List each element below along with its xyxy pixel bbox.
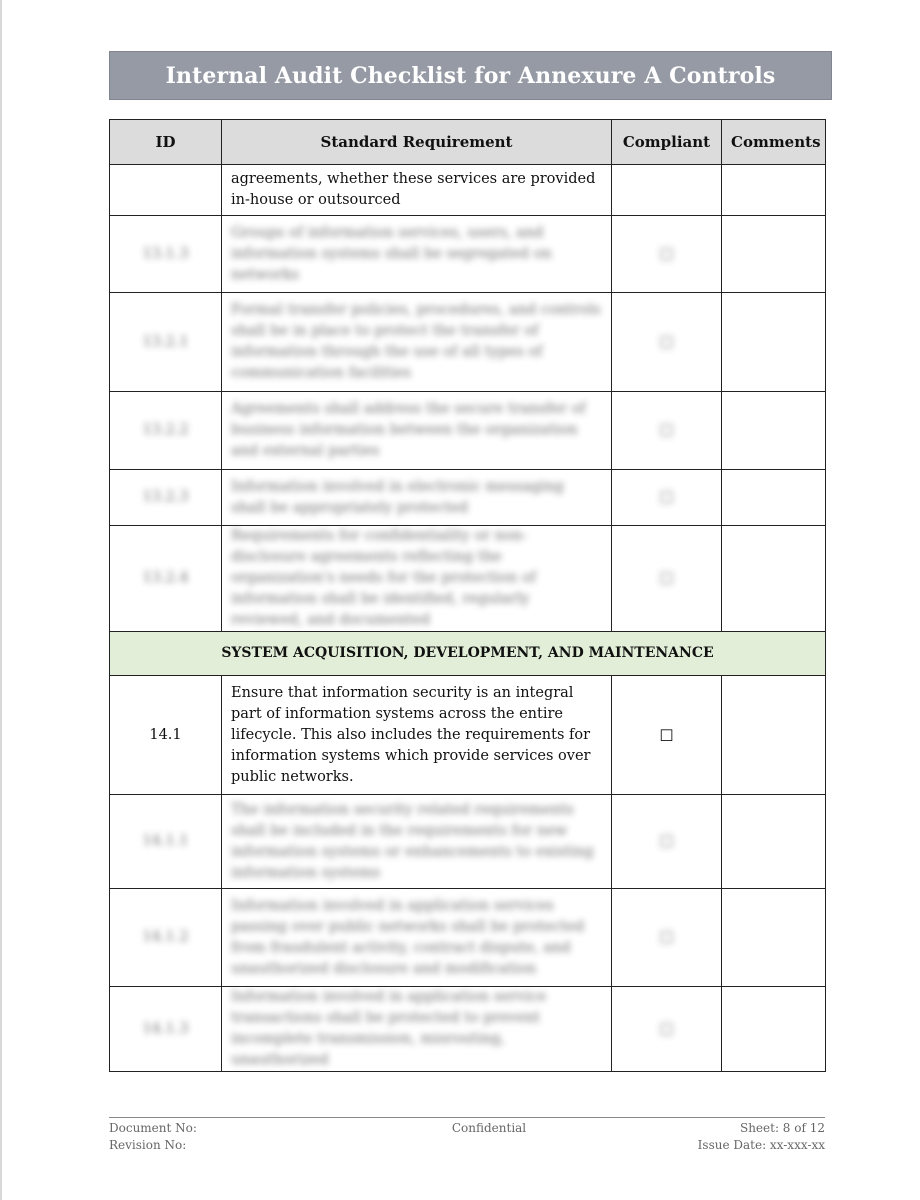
audit-checklist-table: [109, 119, 826, 1072]
table-row: [110, 795, 826, 889]
requirement-text: Ensure that information security is an integral part of information systems across the entire lifecycle. This also includes the requirements for information systems which provide services over public networks.: [222, 676, 612, 795]
compliant-checkbox[interactable]: ☐: [659, 421, 674, 440]
control-id: 13.2.4: [142, 570, 189, 586]
id-cell: [110, 165, 222, 216]
section-heading: SYSTEM ACQUISITION, DEVELOPMENT, AND MAINTENANCE: [110, 632, 826, 676]
compliant-checkbox[interactable]: ☐: [659, 1019, 674, 1039]
table-row: [110, 470, 826, 526]
document-title-bar: [109, 51, 832, 100]
sheet-number: Sheet: 8 of 12: [739, 1121, 825, 1135]
control-id: 13.2.1: [142, 333, 189, 350]
compliant-checkbox[interactable]: ☐: [659, 832, 674, 851]
compliant-checkbox[interactable]: ☐: [659, 488, 674, 507]
comments-cell[interactable]: [722, 795, 826, 889]
revision-number: Revision No:: [109, 1138, 187, 1152]
comments-cell[interactable]: [722, 216, 826, 293]
footer-divider: [109, 1117, 825, 1118]
comments-cell[interactable]: [722, 470, 826, 526]
compliant-checkbox[interactable]: ☐: [612, 676, 722, 795]
comments-cell[interactable]: [722, 165, 826, 216]
table-row: [110, 293, 826, 392]
requirement-text: Agreements shall address the secure transfer of business information between the organization and external parties: [231, 401, 586, 459]
footer-right: [698, 1120, 825, 1154]
requirement-text: The information security related requirements shall be included in the requirements for new information systems or enhancements to existing information systems: [231, 801, 594, 881]
document-title: Internal Audit Checklist for Annexure A Controls: [165, 62, 776, 89]
header-comments: Comments: [722, 120, 826, 165]
header-id: ID: [110, 120, 222, 165]
control-id: 14.1.2: [142, 929, 189, 945]
compliant-checkbox[interactable]: ☐: [659, 244, 674, 264]
table-row: [110, 889, 826, 987]
header-compliant: Compliant: [612, 120, 722, 165]
comments-cell[interactable]: [722, 526, 826, 632]
table-row: [110, 987, 826, 1072]
control-id: 14.1.3: [142, 1020, 189, 1037]
table-row: [110, 392, 826, 470]
document-number: Document No:: [109, 1121, 197, 1135]
table-row: [110, 216, 826, 293]
requirement-text: Groups of information services, users, and information systems shall be segregated on networks: [231, 224, 552, 283]
requirement-cell: agreements, whether these services are provided in-house or outsourced: [222, 165, 612, 216]
control-id: 14.1.1: [142, 833, 189, 849]
compliant-checkbox[interactable]: ☐: [659, 928, 674, 947]
table-row-14-1: [110, 676, 826, 795]
control-id: 14.1: [110, 676, 222, 795]
comments-cell[interactable]: [722, 392, 826, 470]
comments-cell[interactable]: [722, 293, 826, 392]
comments-cell[interactable]: [722, 987, 826, 1072]
table-header-row: [110, 120, 826, 165]
header-requirement: Standard Requirement: [222, 120, 612, 165]
table-row: [110, 526, 826, 632]
comments-cell[interactable]: [722, 889, 826, 987]
page-edge: [0, 0, 2, 1200]
comments-cell[interactable]: [722, 676, 826, 795]
compliant-checkbox[interactable]: ☐: [659, 569, 674, 588]
control-id: 13.2.2: [142, 422, 189, 438]
issue-date: Issue Date: xx-xxx-xx: [697, 1138, 825, 1152]
requirement-text: Requirements for confidentiality or non-disclosure agreements reflecting the organization's needs for the protection of information shall be identified, regularly reviewed, and documented: [231, 528, 536, 628]
control-id: 13.1.3: [142, 245, 189, 262]
section-heading-row: [110, 632, 826, 676]
requirement-text: Information involved in application services passing over public networks shall be protected from fraudulent activity, contract dispute, and unauthorized disclosure and modification: [231, 897, 585, 977]
control-id: 13.2.3: [142, 489, 189, 505]
requirement-text: Formal transfer policies, procedures, and controls shall be in place to protect the transfer of information through the use of all types of communication facilities: [231, 302, 601, 381]
compliant-cell[interactable]: [612, 165, 722, 216]
requirement-text: Information involved in application service transactions shall be protected to prevent incomplete transmission, misrouting, unauthorized: [231, 989, 547, 1068]
table-row-continuation: [110, 165, 826, 216]
footer-classification: Confidential: [451, 1121, 527, 1135]
requirement-text: Information involved in electronic messaging shall be appropriately protected: [231, 478, 564, 516]
compliant-checkbox[interactable]: ☐: [659, 332, 674, 352]
